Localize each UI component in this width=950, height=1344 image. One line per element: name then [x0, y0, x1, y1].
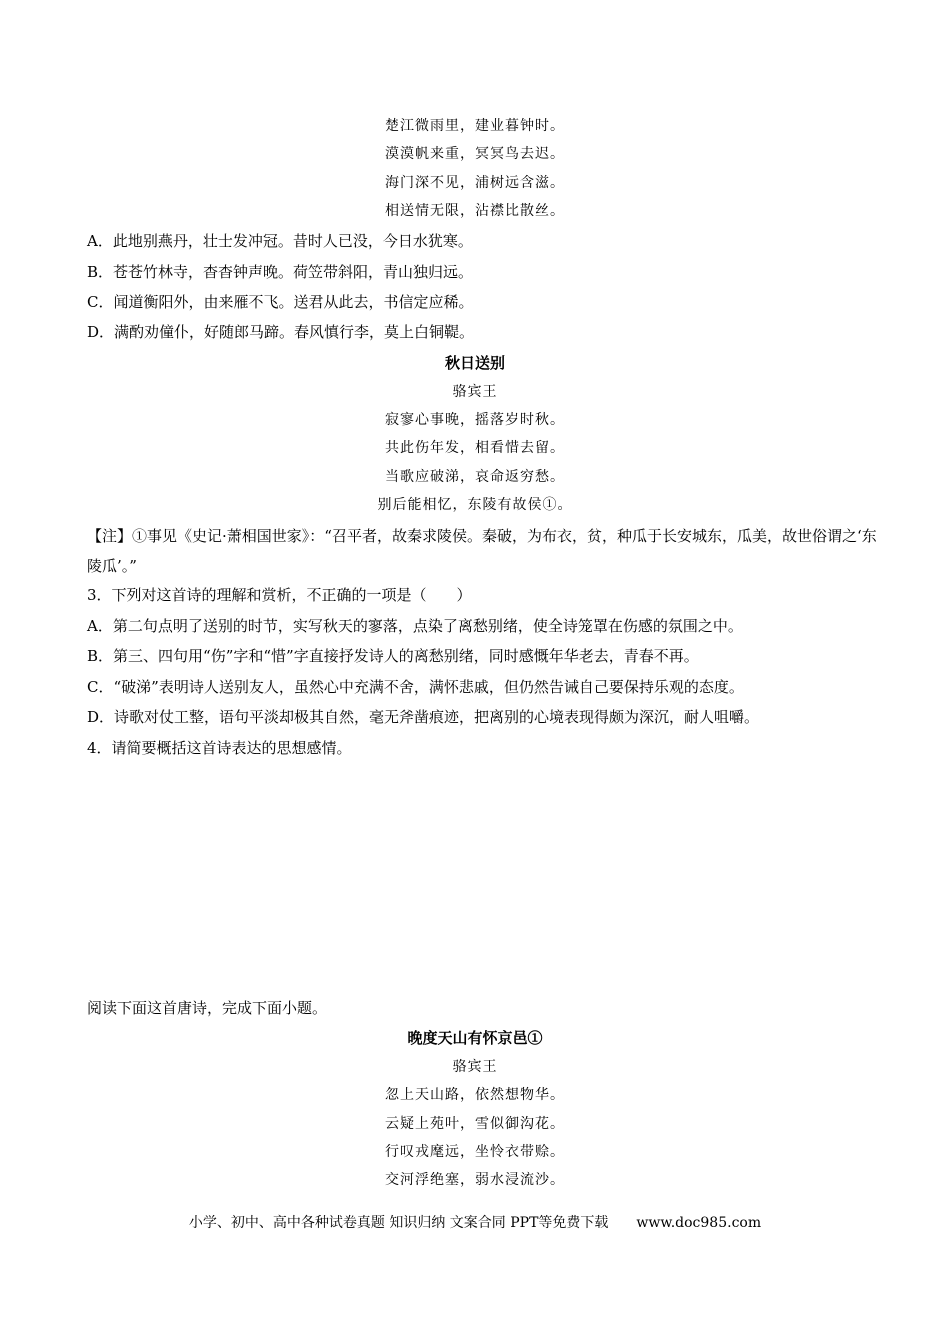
q3-option-d: D．诗歌对仗工整，语句平淡却极其自然，毫无斧凿痕迹，把离别的心境表现得颇为深沉，耐人咀嚼。	[87, 708, 760, 726]
q3-option-b: B．第三、四句用“伤”字和“惜”字直接抒发诗人的离愁别绪，同时感慨年华老去，青春不再。	[87, 647, 699, 665]
section2-title: 晚度天山有怀京邑①	[407, 1029, 543, 1047]
option-a-prev: A．此地别燕丹，壮士发冲冠。昔时人已没，今日水犹寒。	[87, 232, 473, 250]
poem2-author: 骆宾王	[452, 384, 498, 400]
section2-intro: 阅读下面这首唐诗，完成下面小题。	[87, 999, 328, 1017]
poem2-note: 【注】①事见《史记·萧相国世家》：“召平者，故秦求陵侯。秦破，为布衣，贫，种瓜于长安城东，瓜美，故世俗谓之‘东陵瓜’。”	[87, 527, 877, 575]
section2-author: 骆宾王	[452, 1059, 498, 1075]
footer-url-link[interactable]: www.doc985.com	[636, 1215, 762, 1231]
section2-line-3: 行叹戎麾远，坐怜衣带赊。	[385, 1144, 565, 1160]
poem2-line-4: 别后能相忆，东陵有故侯①。	[377, 497, 573, 513]
option-d-prev: D．满酌劝僮仆，好随郎马蹄。春风慎行李，莫上白铜鞮。	[87, 323, 475, 341]
option-c-prev: C．闻道衡阳外，由来雁不飞。送君从此去，书信定应稀。	[87, 293, 474, 311]
q3-option-c: C．“破涕”表明诗人送别友人，虽然心中充满不舍，满怀悲戚，但仍然告诫自己要保持乐观的态度。	[87, 678, 744, 696]
section2-line-1: 忽上天山路，依然想物华。	[385, 1087, 565, 1103]
footer-text: 小学、初中、高中各种试卷真题 知识归纳 文案合同 PPT等免费下载	[188, 1215, 609, 1231]
poem1-line-1: 楚江微雨里，建业暮钟时。	[385, 118, 565, 134]
q3-stem: 3．下列对这首诗的理解和赏析，不正确的一项是（ ）	[87, 586, 472, 604]
poem1-line-2: 漠漠帆来重，冥冥鸟去迟。	[385, 146, 565, 162]
section2-line-4: 交河浮绝塞，弱水浸流沙。	[385, 1172, 565, 1188]
poem1-line-4: 相送情无限，沾襟比散丝。	[385, 203, 565, 219]
poem2-title: 秋日送别	[444, 354, 505, 372]
option-b-prev: B．苍苍竹林寺，杳杳钟声晚。荷笠带斜阳，青山独归远。	[87, 263, 474, 281]
q3-option-a: A．第二句点明了送别的时节，实写秋天的寥落，点染了离愁别绪，使全诗笼罩在伤感的氛围之中。	[87, 617, 743, 635]
poem2-line-1: 寂寥心事晚，摇落岁时秋。	[385, 412, 565, 428]
poem1-line-3: 海门深不见，浦树远含滋。	[385, 175, 565, 191]
section2-line-2: 云疑上苑叶，雪似御沟花。	[385, 1116, 565, 1132]
q4-stem: 4．请简要概括这首诗表达的思想感情。	[87, 739, 352, 757]
poem2-line-2: 共此伤年发，相看惜去留。	[385, 440, 565, 456]
page-footer	[0, 1212, 950, 1234]
poem2-line-3: 当歌应破涕，哀命返穷愁。	[385, 469, 565, 485]
